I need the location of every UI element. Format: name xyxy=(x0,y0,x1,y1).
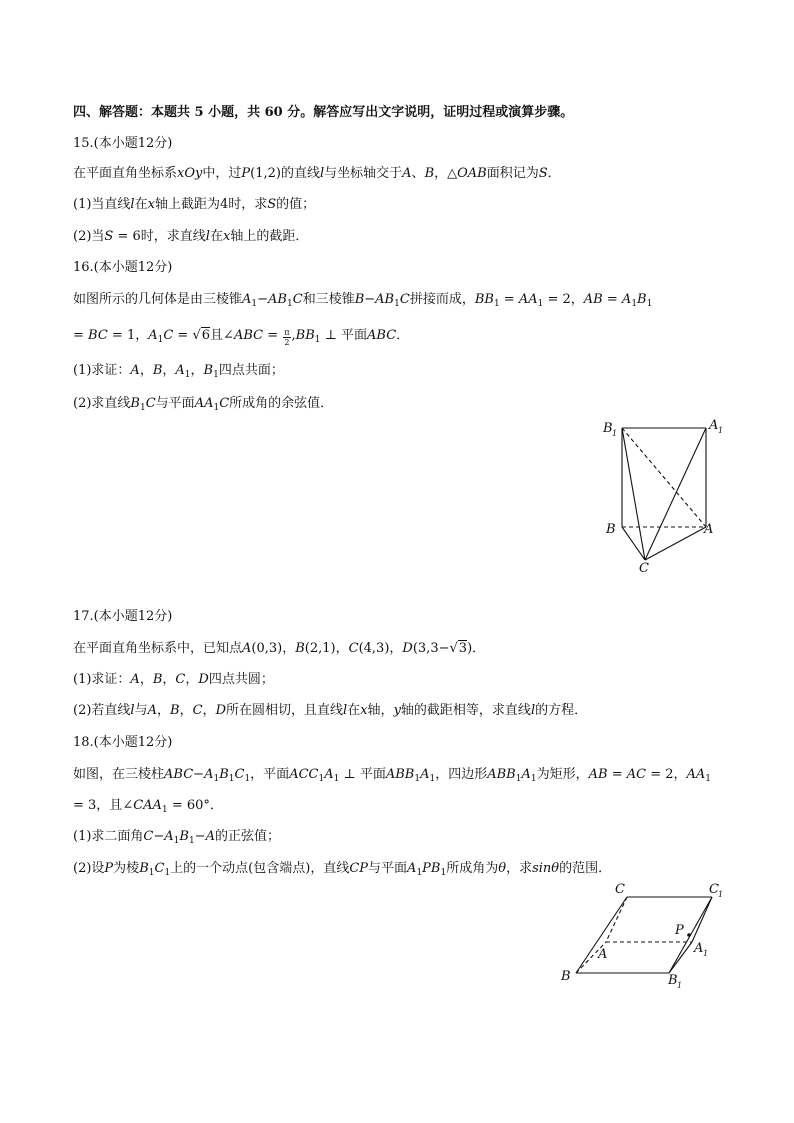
q18-stem-line1: 如图，在三棱柱$ABC-A_1B_1C_1$，平面$ACC_1A_1$ ⊥ 平面$ABB_1A_1$，四边形$ABB_1A_1$为矩形，AB = AC = 2，$AA_1$ xyxy=(73,767,712,784)
q16-label-B1: B xyxy=(603,421,613,436)
q18-label-A: A xyxy=(598,947,608,962)
q17-part1: (1)求证：A，B，C，D四点共圆； xyxy=(73,672,274,687)
q17-stem: 在平面直角坐标系中，已知点A(0,3)，B(2,1)，C(4,3)，D(3,3−√3)． xyxy=(73,641,486,656)
svg-text:1: 1 xyxy=(703,949,709,958)
svg-text:1: 1 xyxy=(718,426,724,435)
q16-stem-line2: = BC = 1，$A_1C = √6$且∠ABC = $\frac{\pi}{2}$ $,BB_1$ ⊥ 平面ABC． xyxy=(73,328,410,347)
q18-label-B: B xyxy=(561,969,571,984)
q16-label-A: A xyxy=(704,522,714,537)
q18-label-P: P xyxy=(675,923,684,938)
q16-stem-line1: 如图所示的几何体是由三棱锥$A_1-AB_1C$和三棱锥$B-AB_1C$拼接而成，$BB_1 = AA_1 = 2$，AB = $A_1B_1$ xyxy=(73,292,653,309)
q15-header: 15.(本小题12分) xyxy=(73,136,173,151)
q18-label-C1: C xyxy=(709,882,719,897)
q15-part1: (1)当直线l在x轴上截距为4时，求S的值； xyxy=(73,197,316,212)
svg-text:1: 1 xyxy=(718,890,724,899)
q16-label-C: C xyxy=(639,561,649,576)
q16-part2: (2)求直线$B_1C$与平面$AA_1C$所成角的余弦值． xyxy=(73,396,334,413)
q16-label-B: B xyxy=(606,522,616,537)
q18-label-C: C xyxy=(615,882,625,897)
q18-part2: (2)设P为棱$B_1C_1$上的一个动点(包含端点)，直线CP与平面$A_1PB_1$所成角为θ，求sinθ的范围． xyxy=(73,861,612,878)
q17-part2: (2)若直线l与A，B，C，D所在圆相切，且直线l在x轴，y轴的截距相等，求直线l的方程． xyxy=(73,703,588,718)
q16-header: 16.(本小题12分) xyxy=(73,260,173,275)
q16-label-A1: A xyxy=(709,418,719,433)
svg-text:1: 1 xyxy=(612,429,618,438)
q17-header: 17.(本小题12分) xyxy=(73,609,173,624)
q18-stem-line2: = 3，且$\angle CAA_1 = 60^\circ$． xyxy=(73,798,223,815)
q18-header: 18.(本小题12分) xyxy=(73,735,173,750)
q18-label-B1: B xyxy=(668,973,678,988)
q18-label-A1: A xyxy=(694,941,704,956)
section-heading: 四、解答题：本题共 5 小题，共 60 分。解答应写出文字说明，证明过程或演算步骤。 xyxy=(73,105,574,120)
q18-part1: (1)求二面角$C-A_1B_1-A$的正弦值； xyxy=(73,829,281,846)
q15-part2: (2)当S = 6时，求直线l在x轴上的截距． xyxy=(73,229,309,244)
svg-text:1: 1 xyxy=(677,981,683,990)
q16-part1: (1)求证：A，B，$A_1$，$B_1$四点共面； xyxy=(73,363,284,380)
q15-stem: 在平面直角坐标系xOy中，过P(1,2)的直线l与坐标轴交于A、B，△OAB面积记为S． xyxy=(73,166,561,181)
q18-point-P xyxy=(687,933,691,937)
